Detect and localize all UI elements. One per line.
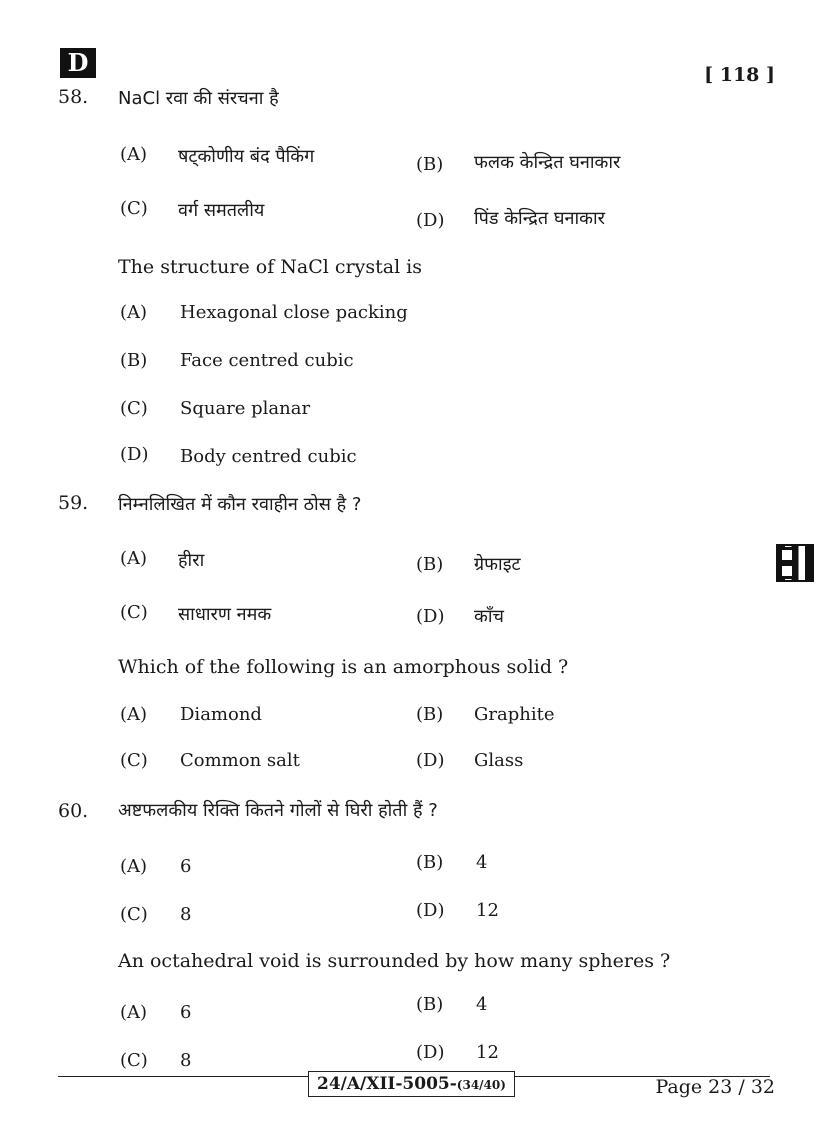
option-text: 8 bbox=[180, 904, 192, 925]
paper-code: 24/A/XII-5005- bbox=[317, 1074, 457, 1094]
question-number: 58. bbox=[58, 86, 89, 108]
option-letter: (C) bbox=[120, 750, 148, 771]
option-text-english: Square planar bbox=[180, 398, 311, 419]
set-badge: D bbox=[60, 48, 96, 78]
option-letter: (D) bbox=[416, 210, 445, 231]
question-text-english: The structure of NaCl crystal is bbox=[118, 256, 423, 278]
question-text-hindi: निम्नलिखित में कौन रवाहीन ठोस है ? bbox=[118, 494, 362, 515]
page-number: Page 23 / 32 bbox=[655, 1076, 775, 1098]
option-text-hindi: काँच bbox=[474, 606, 504, 627]
option-letter: (B) bbox=[416, 554, 444, 575]
option-letter: (A) bbox=[120, 144, 148, 165]
option-text: 6 bbox=[180, 856, 192, 877]
question-number: 59. bbox=[58, 492, 89, 514]
option-letter: (A) bbox=[120, 856, 148, 877]
option-letter: (B) bbox=[120, 350, 148, 371]
option-text-english: Hexagonal close packing bbox=[180, 302, 408, 323]
paper-code-box bbox=[308, 1071, 515, 1097]
question-code: [ 118 ] bbox=[704, 64, 775, 86]
sheet-number: (34/40) bbox=[456, 1078, 506, 1092]
option-letter: (C) bbox=[120, 904, 148, 925]
option-letter: (B) bbox=[416, 154, 444, 175]
option-text-english: Common salt bbox=[180, 750, 300, 771]
option-letter: (A) bbox=[120, 548, 148, 569]
option-text-hindi: वर्ग समतलीय bbox=[178, 200, 265, 221]
option-text-hindi: ग्रेफाइट bbox=[474, 554, 521, 575]
option-text: 4 bbox=[476, 852, 488, 873]
option-text-english: Glass bbox=[474, 750, 524, 771]
option-letter: (C) bbox=[120, 1050, 148, 1071]
option-letter: (B) bbox=[416, 994, 444, 1015]
question-number: 60. bbox=[58, 800, 89, 822]
option-letter: (D) bbox=[120, 444, 149, 465]
option-letter: (D) bbox=[416, 750, 445, 771]
option-letter: (D) bbox=[416, 900, 445, 921]
option-text-english: 12 bbox=[476, 1042, 499, 1063]
option-letter: (B) bbox=[416, 704, 444, 725]
question-text-hindi: अष्टफलकीय रिक्ति कितने गोलों से घिरी होती हैं ? bbox=[118, 800, 438, 821]
question-text-hindi: NaCl रवा की संरचना है bbox=[118, 88, 279, 109]
question-text-english: An octahedral void is surrounded by how many spheres ? bbox=[118, 950, 671, 972]
option-letter: (B) bbox=[416, 852, 444, 873]
option-letter: (C) bbox=[120, 398, 148, 419]
option-text-hindi: पिंड केन्द्रित घनाकार bbox=[474, 208, 605, 229]
option-letter: (C) bbox=[120, 602, 148, 623]
option-letter: (A) bbox=[120, 704, 148, 725]
option-text-english: Graphite bbox=[474, 704, 555, 725]
option-text-english: Face centred cubic bbox=[180, 350, 354, 371]
option-letter: (C) bbox=[120, 198, 148, 219]
question-text-english: Which of the following is an amorphous solid ? bbox=[118, 656, 569, 678]
option-text-english: 4 bbox=[476, 994, 488, 1015]
option-text-hindi: फलक केन्द्रित घनाकार bbox=[474, 152, 621, 173]
option-text: 12 bbox=[476, 900, 499, 921]
option-letter: (D) bbox=[416, 1042, 445, 1063]
option-text-english: Diamond bbox=[180, 704, 262, 725]
option-letter: (A) bbox=[120, 302, 148, 323]
option-text-english: 8 bbox=[180, 1050, 192, 1071]
option-text-hindi: साधारण नमक bbox=[178, 604, 272, 625]
option-text-hindi: हीरा bbox=[178, 550, 205, 571]
option-text-english: 6 bbox=[180, 1002, 192, 1023]
option-text-hindi: षट्कोणीय बंद पैकिंग bbox=[178, 146, 315, 167]
option-letter: (D) bbox=[416, 606, 445, 627]
qr-code-icon bbox=[776, 544, 814, 582]
option-text-english: Body centred cubic bbox=[180, 446, 357, 467]
option-letter: (A) bbox=[120, 1002, 148, 1023]
